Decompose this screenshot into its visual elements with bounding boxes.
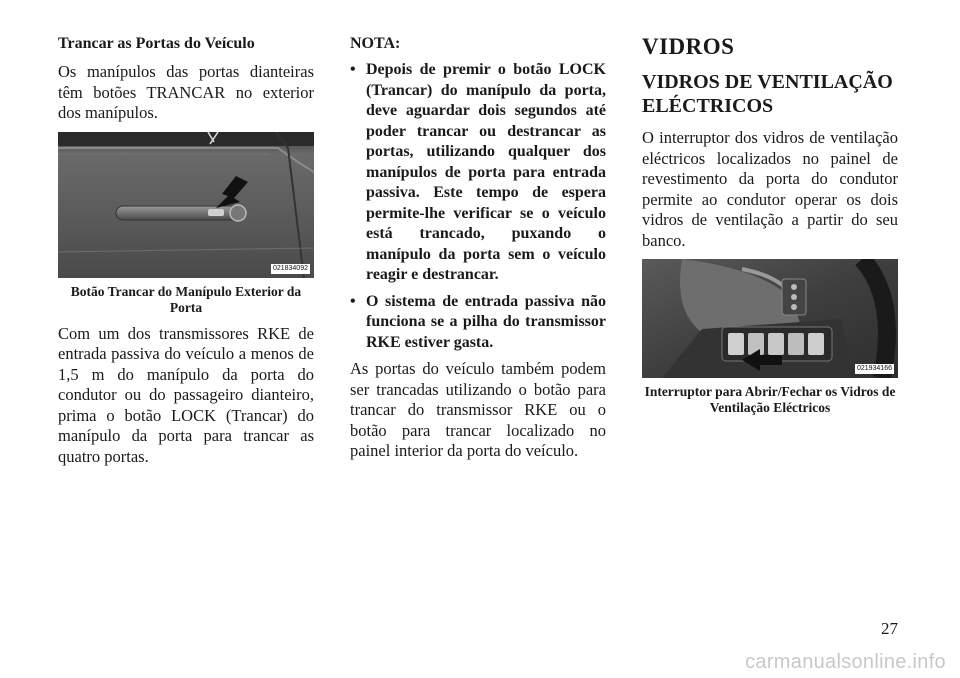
section-heading: Trancar as Portas do Veículo <box>58 35 255 52</box>
window-switch-illustration <box>642 259 898 378</box>
body-paragraph: As portas do veículo também podem ser trancadas utilizando o botão para trancar do transmissor RKE ou o botão para trancar localizado no painel interior da porta do veículo. <box>350 359 606 460</box>
figure-caption: Botão Trancar do Manípulo Exterior da Porta <box>70 283 302 315</box>
note-heading: NOTA: <box>350 35 401 52</box>
note-list <box>350 60 606 353</box>
page-number: 27 <box>881 619 898 638</box>
bullet-icon: • <box>350 61 356 78</box>
note-item <box>350 60 606 286</box>
window-switch-photo <box>642 259 898 378</box>
note-text: O sistema de entrada passiva não funciona se a pilha do transmissor RKE estiver gasta. <box>366 292 606 351</box>
column-1 <box>58 34 314 467</box>
figure-code: 021834092 <box>272 264 308 272</box>
figure-code: 021934166 <box>856 365 892 372</box>
note-item <box>350 292 606 354</box>
body-paragraph: O interruptor dos vidros de ventilação eléctricos localizados no painel de revestimento da porta do condutor permite ao condutor operar os dois vidros de ventilação a partir do seu banco. <box>642 128 898 250</box>
door-handle-illustration <box>58 132 314 278</box>
note-text: Depois de premir o botão LOCK (Trancar) do manípulo da porta, deve aguardar dois segundos até poder trancar ou destrancar as portas, utilizando qualquer dos manípulos de porta para entrada passiva. Este tempo de espera permite-lhe verificar se o veículo está trancado, puxando o manípulo da porta sem o veículo reagir e destrancar. <box>366 61 606 283</box>
door-handle-photo <box>58 132 314 278</box>
column-2 <box>350 34 606 462</box>
section-title: VIDROS DE VENTILAÇÃO ELÉCTRICOS <box>642 71 893 117</box>
watermark: carmanualsonline.info <box>745 651 946 673</box>
body-paragraph: Com um dos transmissores RKE de entrada passiva do veículo a menos de 1,5 m do manípulo da porta do condutor ou do passageiro dianteiro, prima o botão LOCK (Trancar) do manípulo da porta para trancar as quatro portas. <box>58 323 314 466</box>
figure-caption: Interruptor para Abrir/Fechar os Vidros de Ventilação Eléctricos <box>644 384 896 415</box>
bullet-icon: • <box>350 292 356 310</box>
column-3 <box>642 34 898 424</box>
chapter-title: VIDROS <box>642 34 735 59</box>
intro-paragraph: Os manípulos das portas dianteiras têm botões TRANCAR no exterior dos manípulos. <box>58 62 314 122</box>
